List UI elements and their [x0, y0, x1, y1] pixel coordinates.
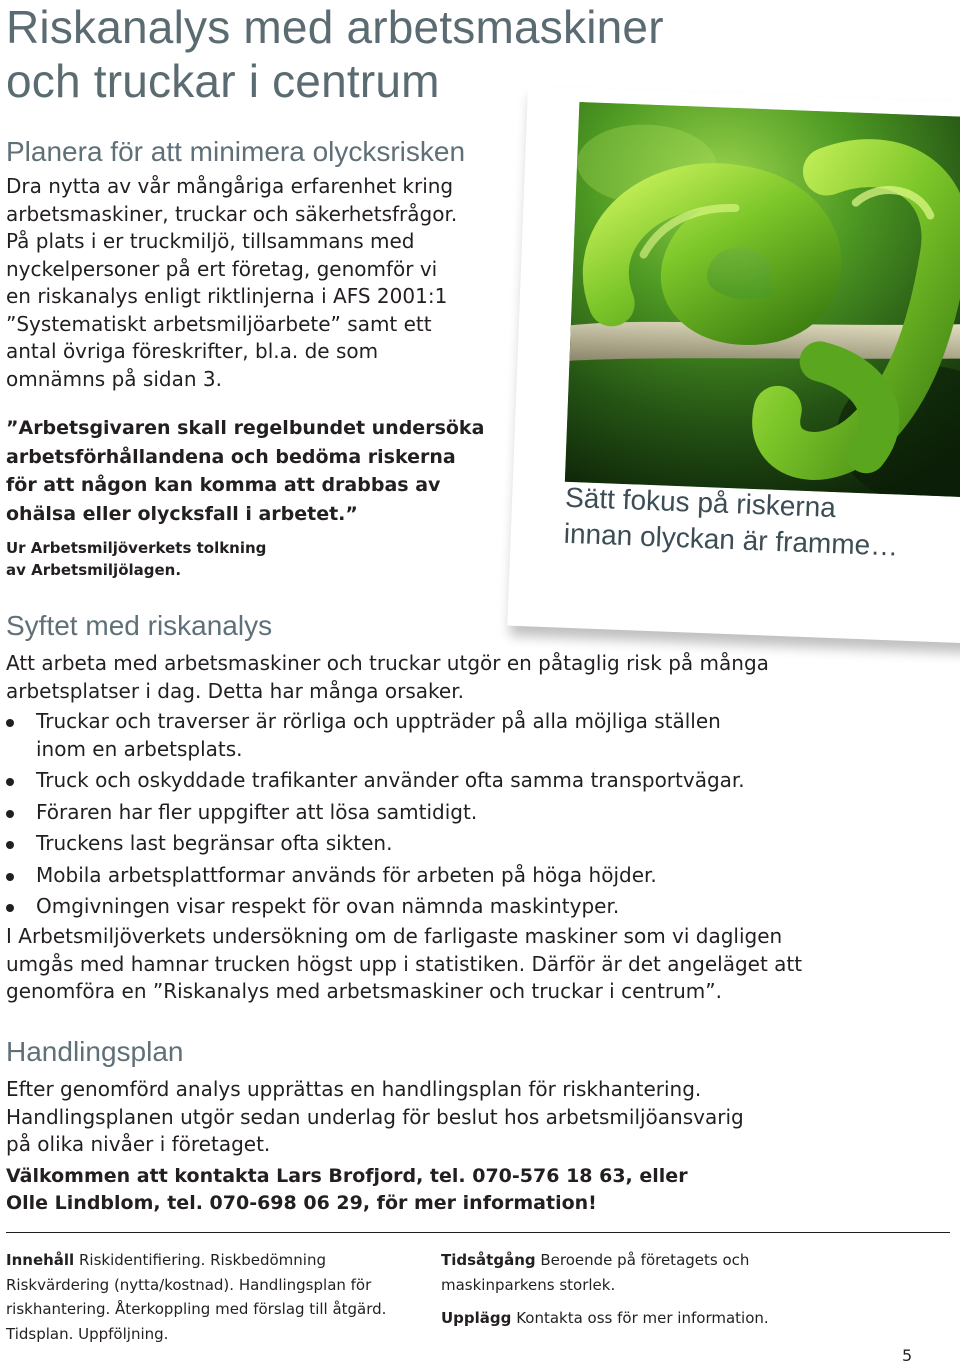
caption-line: Sätt fokus på riskerna — [564, 481, 837, 524]
list-item-text — [36, 830, 745, 858]
contact-line: Olle Lindblom, tel. 070-698 06 29, för mer information! — [6, 1192, 597, 1214]
text-line: umgås med hamnar trucken högst upp i statistiken. Därför är det angeläget att — [6, 951, 803, 976]
list-item — [6, 799, 745, 827]
footer-text: Kontakta oss för mer information. — [516, 1309, 769, 1327]
footer-duration — [441, 1248, 749, 1297]
list-item — [6, 893, 745, 921]
text-line: arbetsmaskiner, truckar och säkerhetsfrågor. — [6, 201, 458, 226]
bullet-icon — [6, 778, 14, 786]
bullet-icon — [6, 810, 14, 818]
text-line: Mobila arbetsplattformar används för arbeten på höga höjder. — [36, 862, 657, 887]
footer-text: Beroende på företagets och — [540, 1251, 750, 1269]
contact-info — [6, 1163, 688, 1217]
quote-line: för att någon kan komma att drabbas av — [6, 474, 441, 496]
snake-photo — [565, 102, 960, 498]
footer-label: Tidsåtgång — [441, 1251, 536, 1269]
text-line: Handlingsplanen utgör sedan underlag för beslut hos arbetsmiljöansvarig — [6, 1104, 744, 1129]
footer-text: maskinparkens storlek. — [441, 1275, 616, 1294]
text-line: I Arbetsmiljöverkets undersökning om de farligaste maskiner som vi dagligen — [6, 924, 783, 948]
footer-divider — [6, 1232, 950, 1233]
footer-label: Upplägg — [441, 1309, 512, 1327]
bullet-icon — [6, 719, 14, 727]
list-item — [6, 862, 745, 890]
quote-line: ”Arbetsgivaren skall regelbundet undersöka — [6, 417, 485, 439]
intro-paragraph — [6, 173, 457, 393]
caption-line: innan olyckan är framme… — [563, 517, 899, 562]
text-line: nyckelpersoner på ert företag, genomför vi — [6, 256, 438, 281]
photo-caption — [563, 480, 900, 565]
risk-bullet-list — [6, 708, 745, 921]
syftet-outro — [6, 923, 802, 1006]
text-line: Dra nytta av vår mångåriga erfarenhet kring — [6, 174, 454, 198]
list-item-text — [36, 893, 745, 921]
list-item — [6, 830, 745, 858]
quote-line: ohälsa eller olycksfall i arbetet.” — [6, 502, 358, 525]
text-line: arbetsplatser i dag. Detta har många orsaker. — [6, 678, 464, 703]
syftet-heading: Syftet med riskanalys — [6, 610, 273, 641]
text-line: På plats i er truckmiljö, tillsammans med — [6, 229, 415, 253]
bullet-icon — [6, 841, 14, 849]
quote-block — [6, 414, 484, 528]
footer-text: Riskvärdering (nytta/kostnad). Handlingsplan för — [6, 1275, 372, 1294]
handlingsplan-heading: Handlingsplan — [6, 1036, 184, 1067]
quote-line: arbetsförhållandena och bedöma riskerna — [6, 445, 456, 468]
bullet-icon — [6, 904, 14, 912]
handlingsplan-paragraph — [6, 1076, 744, 1159]
quote-source — [6, 538, 266, 581]
text-line: genomföra en ”Riskanalys med arbetsmaskiner och truckar i centrum”. — [6, 979, 723, 1003]
photo-card — [507, 86, 960, 646]
text-line: inom en arbetsplats. — [36, 736, 243, 761]
footer-label: Innehåll — [6, 1251, 75, 1269]
list-item-text — [36, 767, 745, 795]
text-line: ”Systematiskt arbetsmiljöarbete” samt ett — [6, 311, 432, 336]
footer-content-summary — [6, 1248, 386, 1346]
text-line: Truckens last begränsar ofta sikten. — [36, 831, 393, 855]
text-line: Truck och oskyddade trafikanter använder ofta samma transportvägar. — [36, 768, 745, 792]
text-line: Föraren har fler uppgifter att lösa samtidigt. — [36, 799, 478, 824]
snake-illustration-icon — [565, 102, 960, 498]
quote-source-line: av Arbetsmiljölagen. — [6, 560, 182, 579]
quote-source-line: Ur Arbetsmiljöverkets tolkning — [6, 539, 267, 557]
footer-row — [441, 1306, 769, 1331]
syftet-intro — [6, 650, 769, 705]
text-line: Truckar och traverser är rörliga och uppträder på alla möjliga ställen — [36, 709, 721, 733]
page-title-line: Riskanalys med arbetsmaskiner — [6, 1, 664, 53]
page-title-line: och truckar i centrum — [6, 55, 440, 107]
footer-arrangement — [441, 1306, 769, 1331]
text-line: omnämns på sidan 3. — [6, 366, 222, 391]
contact-line: Välkommen att kontakta Lars Brofjord, tel. 070-576 18 63, eller — [6, 1165, 688, 1187]
text-line: på olika nivåer i företaget. — [6, 1132, 271, 1156]
footer-row — [6, 1248, 386, 1273]
list-item — [6, 767, 745, 795]
text-line: Efter genomförd analys upprättas en handlingsplan för riskhantering. — [6, 1077, 702, 1101]
page-number: 5 — [902, 1346, 913, 1365]
text-line: Att arbeta med arbetsmaskiner och truckar utgör en påtaglig risk på många — [6, 651, 769, 675]
text-line: en riskanalys enligt riktlinjerna i AFS 2001:1 — [6, 284, 448, 308]
footer-text: Riskidentifiering. Riskbedömning — [78, 1251, 326, 1269]
footer-row — [441, 1248, 749, 1273]
text-line: antal övriga föreskrifter, bl.a. de som — [6, 339, 379, 363]
list-item-text — [36, 862, 745, 890]
footer-text: Tidsplan. Uppföljning. — [6, 1324, 169, 1343]
intro-heading: Planera för att minimera olycksrisken — [6, 136, 466, 167]
list-item-text — [36, 708, 745, 763]
text-line: Omgivningen visar respekt för ovan nämnda maskintyper. — [36, 894, 620, 918]
list-item — [6, 708, 745, 763]
bullet-icon — [6, 873, 14, 881]
footer-text: riskhantering. Återkoppling med förslag till åtgärd. — [6, 1300, 387, 1318]
list-item-text — [36, 799, 745, 827]
